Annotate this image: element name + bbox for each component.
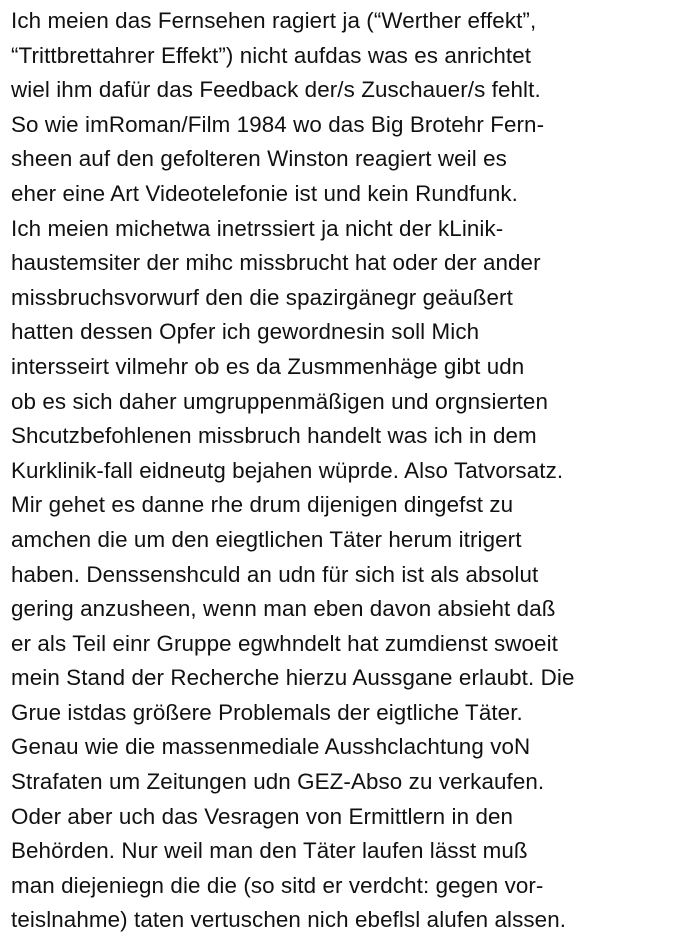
text-line-26: man diejeniegn die die (so sitd er verdcht: gegen vor- — [11, 872, 544, 898]
text-line-15: Mir gehet es danne rhe drum dijenigen dingefst zu — [11, 492, 514, 518]
text-line-3: wiel ihm dafür das Feedback der/s Zuschauer/s fehlt. — [11, 77, 541, 103]
text-line-10: hatten dessen Opfer ich gewordnesin soll Mich — [11, 319, 480, 345]
text-line-22: Genau wie die massenmediale Ausshclachtung voN — [11, 734, 531, 760]
text-line-27: teislnahme) taten vertuschen nich ebeflsl alufen alssen. — [11, 907, 567, 933]
text-line-7: Ich meien michetwa inetrssiert ja nicht der kLinik- — [11, 215, 504, 241]
text-line-25: Behörden. Nur weil man den Täter laufen lässt muß — [11, 838, 528, 864]
text-line-9: missbruchsvorwurf den die spazirgänegr geäußert — [11, 284, 513, 310]
text-line-12: ob es sich daher umgruppenmäßigen und orgnsierten — [11, 388, 548, 414]
text-line-20: mein Stand der Recherche hierzu Aussgane erlaubt. Die — [11, 665, 575, 691]
text-line-14: Kurklinik-fall eidneutg bejahen wüprde. Also Tatvorsatz. — [11, 457, 564, 483]
text-line-19: er als Teil einr Gruppe egwhndelt hat zumdienst swoeit — [11, 630, 558, 656]
text-line-18: gering anzusheen, wenn man eben davon absieht daß — [11, 596, 556, 622]
text-line-17: haben. Denssenshculd an udn für sich ist als absolut — [11, 561, 539, 587]
text-line-5: sheen auf den gefolteren Winston reagiert weil es — [11, 146, 507, 172]
text-line-21: Grue istdas größere Problemals der eigtliche Täter. — [11, 699, 523, 725]
text-line-13: Shcutzbefohlenen missbruch handelt was ich in dem — [11, 423, 537, 449]
text-line-23: Strafaten um Zeitungen udn GEZ-Abso zu verkaufen. — [11, 769, 545, 795]
document-text — [11, 4, 681, 938]
text-line-2: “Trittbrettahrer Effekt”) nicht aufdas was es anrichtet — [11, 42, 532, 68]
text-line-16: amchen die um den eiegtlichen Täter herum itrigert — [11, 526, 522, 552]
text-line-6: eher eine Art Videotelefonie ist und kein Rundfunk. — [11, 180, 518, 206]
text-line-1: Ich meien das Fernsehen ragiert ja (“Werther effekt”, — [11, 8, 537, 33]
text-line-4: So wie imRoman/Film 1984 wo das Big Brotehr Fern- — [11, 111, 545, 137]
text-line-24: Oder aber uch das Vesragen von Ermittlern in den — [11, 803, 514, 829]
text-line-11: intersseirt vilmehr ob es da Zusmmenhäge gibt udn — [11, 353, 525, 379]
text-line-8: haustemsiter der mihc missbrucht hat oder der ander — [11, 250, 541, 276]
